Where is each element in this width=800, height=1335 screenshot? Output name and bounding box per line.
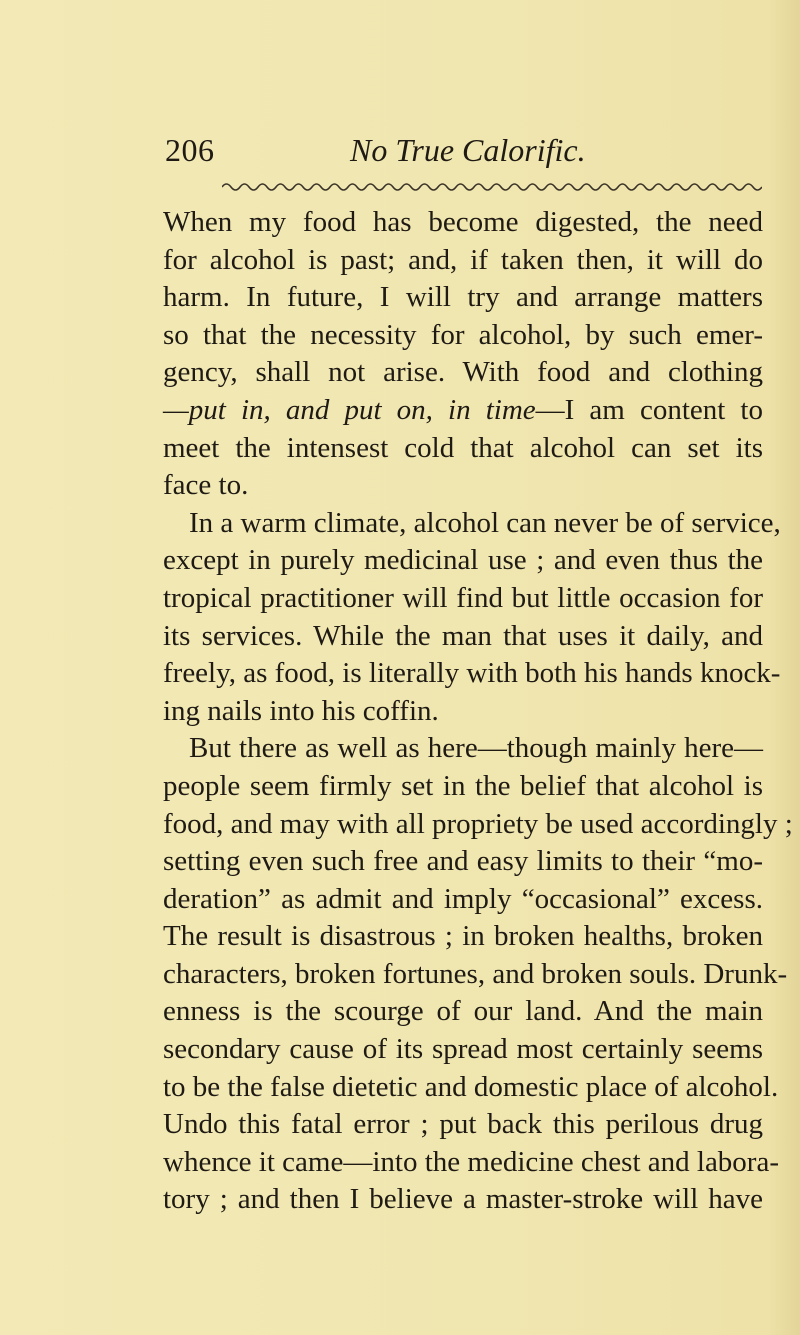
text-line: deration” as admit and imply “occasional” excess. xyxy=(163,882,763,915)
text-line: But there as well as here—though mainly here— xyxy=(189,732,763,765)
text-line: tory ; and then I believe a master-stroke will have xyxy=(163,1183,763,1216)
text-line: characters, broken fortunes, and broken souls. Drunk- xyxy=(163,957,788,990)
text-line: to be the false dietetic and domestic place of alcohol. xyxy=(163,1070,779,1103)
running-title: No True Calorific. xyxy=(350,132,586,168)
text-line: The result is disastrous ; in broken healths, broken xyxy=(163,920,763,953)
text-line: food, and may with all propriety be used accordingly ; xyxy=(163,807,793,840)
body-text xyxy=(163,204,793,1219)
text-line: for alcohol is past; and, if taken then, it will do xyxy=(163,243,763,276)
text-line: enness is the scourge of our land. And the main xyxy=(163,995,763,1028)
text-line xyxy=(163,392,763,430)
text-line: so that the necessity for alcohol, by such emer- xyxy=(163,318,763,351)
text-line: When my food has become digested, the need xyxy=(163,206,763,238)
text-line: except in purely medicinal use ; and even thus the xyxy=(163,544,763,577)
text-segment: —I am content to xyxy=(535,393,763,426)
text-line: whence it came—into the medicine chest and labora- xyxy=(163,1145,779,1178)
text-line: setting even such free and easy limits to their “mo- xyxy=(163,845,763,878)
text-line: Undo this fatal error ; put back this perilous drug xyxy=(163,1108,763,1141)
text-line: harm. In future, I will try and arrange matters xyxy=(163,281,763,314)
text-line: tropical practitioner will find but little occasion for xyxy=(163,581,763,614)
header-rule-ornament xyxy=(222,180,762,194)
text-line: In a warm climate, alcohol can never be of service, xyxy=(189,506,781,539)
text-line: gency, shall not arise. With food and clothing xyxy=(163,356,763,389)
page-header xyxy=(165,132,800,182)
text-line: face to. xyxy=(163,469,249,502)
text-line: freely, as food, is literally with both his hands knock- xyxy=(163,657,781,690)
italic-phrase: —put in, and put on, in time xyxy=(163,393,536,426)
text-line: secondary cause of its spread most certainly seems xyxy=(163,1033,763,1066)
text-line: meet the intensest cold that alcohol can set its xyxy=(163,431,763,464)
page-number: 206 xyxy=(165,132,215,168)
text-line: ing nails into his coffin. xyxy=(163,694,439,727)
text-line: its services. While the man that uses it daily, and xyxy=(163,619,763,652)
text-line: people seem firmly set in the belief that alcohol is xyxy=(163,769,763,802)
